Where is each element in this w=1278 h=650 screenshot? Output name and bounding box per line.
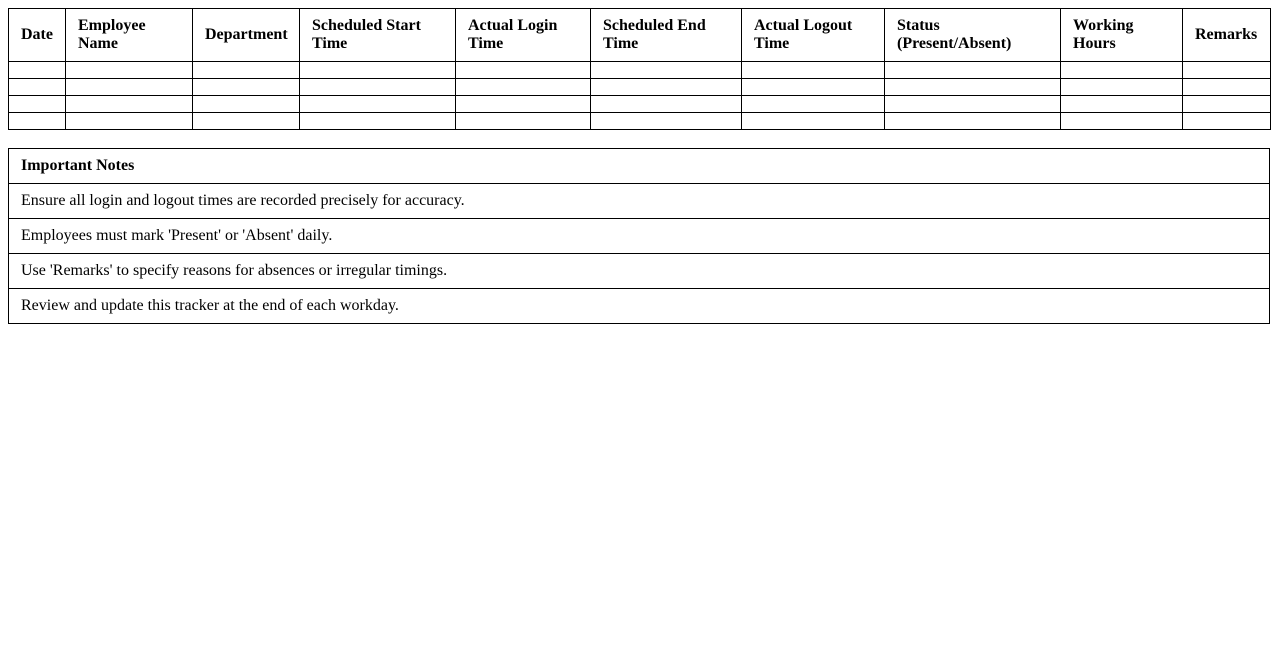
cell-actual-login-time[interactable]	[456, 79, 591, 96]
cell-scheduled-start-time[interactable]	[300, 79, 456, 96]
cell-actual-login-time[interactable]	[456, 62, 591, 79]
cell-remarks[interactable]	[1183, 113, 1271, 130]
cell-department[interactable]	[193, 113, 300, 130]
table-row	[9, 62, 1271, 79]
cell-status[interactable]	[885, 79, 1061, 96]
cell-status[interactable]	[885, 62, 1061, 79]
cell-scheduled-end-time[interactable]	[591, 79, 742, 96]
cell-scheduled-end-time[interactable]	[591, 96, 742, 113]
column-header-status: Status (Present/Absent)	[885, 9, 1061, 62]
note-row	[9, 184, 1270, 219]
attendance-tracker-table	[8, 8, 1271, 130]
column-header-actual-login-time: Actual Login Time	[456, 9, 591, 62]
cell-working-hours[interactable]	[1061, 113, 1183, 130]
cell-employee-name[interactable]	[66, 79, 193, 96]
cell-date[interactable]	[9, 62, 66, 79]
note-item: Use 'Remarks' to specify reasons for absences or irregular timings.	[9, 254, 1270, 289]
cell-working-hours[interactable]	[1061, 96, 1183, 113]
table-row	[9, 79, 1271, 96]
note-row	[9, 289, 1270, 324]
table-row	[9, 113, 1271, 130]
cell-scheduled-start-time[interactable]	[300, 113, 456, 130]
column-header-date: Date	[9, 9, 66, 62]
column-header-scheduled-start-time: Scheduled Start Time	[300, 9, 456, 62]
column-header-employee-name: Employee Name	[66, 9, 193, 62]
note-item: Employees must mark 'Present' or 'Absent' daily.	[9, 219, 1270, 254]
cell-employee-name[interactable]	[66, 113, 193, 130]
cell-actual-logout-time[interactable]	[742, 113, 885, 130]
cell-actual-logout-time[interactable]	[742, 62, 885, 79]
tracker-body	[9, 62, 1271, 130]
table-row	[9, 96, 1271, 113]
note-item: Ensure all login and logout times are recorded precisely for accuracy.	[9, 184, 1270, 219]
notes-title: Important Notes	[9, 149, 1270, 184]
cell-date[interactable]	[9, 96, 66, 113]
note-item: Review and update this tracker at the end of each workday.	[9, 289, 1270, 324]
cell-remarks[interactable]	[1183, 62, 1271, 79]
cell-date[interactable]	[9, 79, 66, 96]
table-header-row	[9, 9, 1271, 62]
cell-scheduled-end-time[interactable]	[591, 62, 742, 79]
note-row	[9, 219, 1270, 254]
cell-working-hours[interactable]	[1061, 79, 1183, 96]
cell-department[interactable]	[193, 96, 300, 113]
notes-header-row	[9, 149, 1270, 184]
cell-remarks[interactable]	[1183, 96, 1271, 113]
cell-scheduled-end-time[interactable]	[591, 113, 742, 130]
cell-status[interactable]	[885, 96, 1061, 113]
cell-working-hours[interactable]	[1061, 62, 1183, 79]
column-header-department: Department	[193, 9, 300, 62]
cell-employee-name[interactable]	[66, 62, 193, 79]
cell-scheduled-start-time[interactable]	[300, 62, 456, 79]
cell-date[interactable]	[9, 113, 66, 130]
column-header-scheduled-end-time: Scheduled End Time	[591, 9, 742, 62]
cell-actual-logout-time[interactable]	[742, 96, 885, 113]
cell-actual-login-time[interactable]	[456, 113, 591, 130]
cell-employee-name[interactable]	[66, 96, 193, 113]
important-notes-table	[8, 148, 1270, 324]
cell-actual-login-time[interactable]	[456, 96, 591, 113]
cell-status[interactable]	[885, 113, 1061, 130]
cell-actual-logout-time[interactable]	[742, 79, 885, 96]
column-header-actual-logout-time: Actual Logout Time	[742, 9, 885, 62]
cell-remarks[interactable]	[1183, 79, 1271, 96]
cell-department[interactable]	[193, 62, 300, 79]
column-header-remarks: Remarks	[1183, 9, 1271, 62]
cell-department[interactable]	[193, 79, 300, 96]
cell-scheduled-start-time[interactable]	[300, 96, 456, 113]
note-row	[9, 254, 1270, 289]
column-header-working-hours: Working Hours	[1061, 9, 1183, 62]
